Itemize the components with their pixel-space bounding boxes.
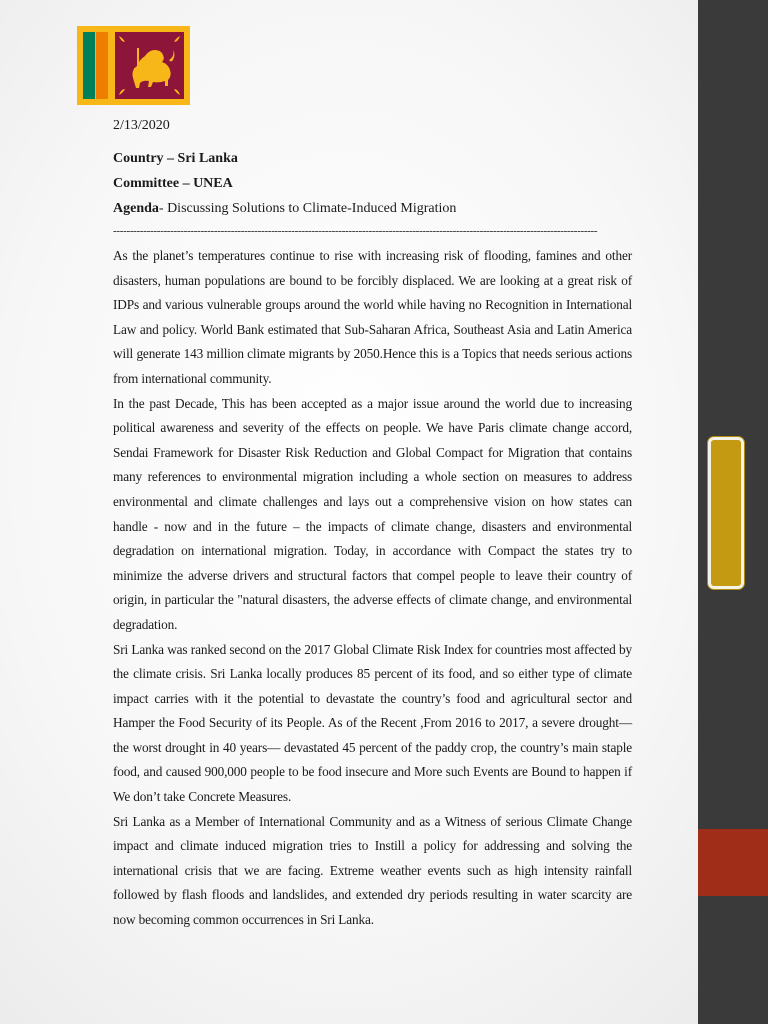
- section-divider: ------------------------------------------------------------------------------------------------------------------------------------------------: [113, 225, 598, 237]
- paragraph: Sri Lanka was ranked second on the 2017 Global Climate Risk Index for countries most affected by the climate crisis. Sri Lanka locally produces 85 percent of its food, and so either type of climate impact carries with it the potential to devastate the country’s food and agricultural sector and Hamper the Food Security of its People. As of the Recent ,From 2016 to 2017, a severe drought—the worst drought in 40 years— devastated 45 percent of the paddy crop, the country’s main staple food, and caused 900,000 people to be food insecure and More such Events are Bound to happen if We don’t take Concrete Measures.: [113, 641, 632, 805]
- country-line: [113, 151, 238, 167]
- country-label: Country – Sri Lanka: [113, 151, 238, 166]
- sidebar-gold-accent: [708, 437, 744, 589]
- agenda-label: Agenda: [113, 201, 159, 216]
- paragraph: As the planet’s temperatures continue to rise with increasing risk of flooding, famines and other disasters, human populations are bound to be forcibly displaced. We are looking at a great risk of IDPs and various vulnerable groups around the world while having no Recognition in International Law and policy. World Bank estimated that Sub-Saharan Africa, Southeast Asia and Latin America will generate 143 million climate migrants by 2050.Hence this is a Topics that needs serious actions from international community.: [113, 248, 632, 386]
- document-date: 2/13/2020: [113, 118, 170, 133]
- committee-line: [113, 176, 233, 192]
- paragraph: Sri Lanka as a Member of International Community and as a Witness of serious Climate Change impact and climate induced migration tries to Instill a policy for addressing and solving the international crisis that we are facing. Extreme weather events such as high intensity rainfall followed by flash floods and landslides, and extended dry periods resulting in water scarcity are now becoming common occurrences in Sri Lanka.: [113, 813, 632, 928]
- document-body: [113, 244, 632, 933]
- sri-lanka-flag-image: [77, 26, 190, 105]
- agenda-text: - Discussing Solutions to Climate-Induced Migration: [158, 201, 457, 216]
- committee-label: Committee – UNEA: [113, 176, 233, 191]
- agenda-line: [113, 201, 456, 217]
- paragraph: In the past Decade, This has been accepted as a major issue around the world due to increasing political awareness and severity of the effects on people. We have Paris climate change accord, Sendai Framework for Disaster Risk Reduction and Global Compact for Migration that contains many references to environmental migration including a whole section on measures to address environmental and climate challenges and lays out a comprehensive vision on how states can handle - now and in the future – the impacts of climate change, disasters and environmental degradation on international migration. Today, in accordance with Compact the states try to minimize the adverse drivers and structural factors that compel people to leave their country of origin, in particular the "natural disasters, the adverse effects of climate change, and environmental degradation.: [113, 395, 632, 632]
- sidebar-red-band: [698, 829, 768, 896]
- decorative-sidebar: [698, 0, 768, 1024]
- lion-emblem-icon: [77, 26, 190, 105]
